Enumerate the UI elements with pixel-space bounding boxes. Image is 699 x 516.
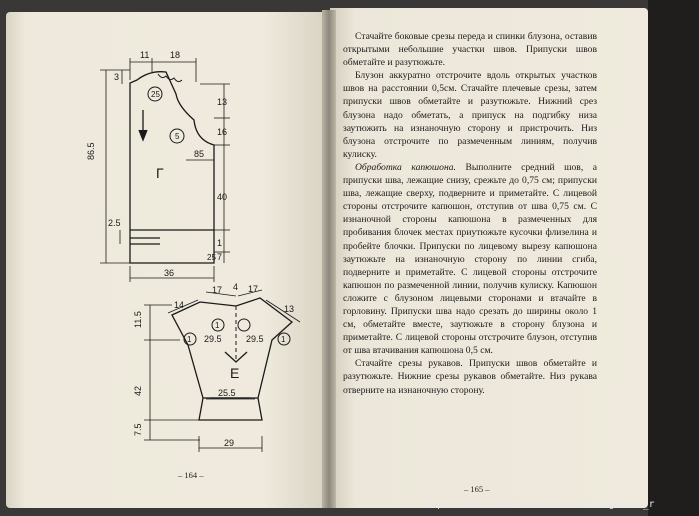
dim-label: 11 [140, 50, 150, 60]
dim-label: 85 [194, 149, 205, 159]
dim-label: 3 [114, 72, 120, 82]
dim-label: 17 [212, 285, 223, 295]
section-text: Выполните средний шов, а припуски шва, лежащие снизу, срежьте до 0,75 см; припуски шва, лежащие сверху, подверните и приметайте. С лицевой стороны отстрочите капюшон, отступив от шва 0,75 см. С изнаночной стороны капюшона в размеченных для пробивания блочек местах приутюжьте кусочки флизелина и пробейте блочки. Припуски по лицевому вырезу капюшона заутюжьте на изнаночную сторону по линии сгиба, подверните и приметайте. С лицевой стороны отстрочите капюшон по размеченной линии, получив кулиску. Капюшон сложите с блузоном лицевыми сторонами и втачайте в горловину. Припуски шва надо срезать до ширины около 1 см, обметайте вместе, заутюжьте в сторону блузона и приметайте. С лицевой стороны отстрочите блузон, отступив от шва втачивания капюшона 0,5 см. [343, 161, 597, 357]
dim-label: 1 [281, 335, 286, 344]
paragraph: Стачайте срезы рукавов. Припуски швов обметайте и разутюжьте. Нижние срезы рукавов обметайте. Низ рукава отверните на изнаночную сторону. [343, 358, 597, 396]
dim-label: 17 [248, 284, 259, 294]
figure-e-outline [172, 298, 295, 398]
dim-label: 4 [233, 282, 239, 292]
right-page-text [343, 30, 597, 397]
right-page-number: – 165 – [464, 484, 490, 494]
dim-label: 86.5 [86, 142, 96, 160]
watermark-url: http://www.liveinternet.ru/users/galina_r [420, 499, 655, 510]
dim-label: 11.5 [133, 311, 143, 328]
dim-label: 1 [217, 238, 223, 248]
dim-label: 5 [175, 132, 180, 141]
dim-label: 18 [170, 50, 181, 60]
dim-label: 29 [224, 438, 235, 448]
left-page-number: – 164 – [178, 470, 204, 480]
dim-label: 29.5 [204, 334, 222, 344]
dim-label: 40 [217, 192, 228, 202]
figure-g-letter: Г [156, 165, 164, 181]
dim-label: 25 [151, 90, 160, 99]
dim-label: 14 [174, 300, 185, 310]
dim-label: 2.5 [108, 218, 121, 228]
dim-label: 1 [215, 321, 220, 330]
dim-label: 13 [284, 304, 295, 314]
dim-label: 25 [207, 253, 216, 262]
paragraph: Блузон аккуратно отстрочите вдоль открытых участков швов на расстоянии 0,5см. Стачайте плечевые срезы, затем припуски швов обметайте и разутюжьте. Нижний срез блузона надо обметать, а припуск на подгибку низа заутюжить на изнаночную сторону и пристрочить. Низ блузона отстрочите по размеченным линиям, получив кулиску. [343, 70, 597, 160]
figure-g-outline [130, 72, 214, 263]
paragraph: Стачайте боковые срезы переда и спинки блузона, оставив открытыми небольшие участки швов. Припуски швов обметайте и разутюжьте. [343, 31, 597, 69]
dim-label: 7 [217, 252, 223, 262]
dim-label: 29.5 [246, 334, 264, 344]
dim-label: 42 [133, 385, 143, 396]
dim-label: 16 [217, 127, 228, 137]
dim-label: 7.5 [133, 423, 143, 436]
figure-e-letter: Е [230, 365, 240, 381]
background-edge [648, 0, 699, 516]
section-title: Обработка капюшона. [355, 161, 456, 173]
dim-label: 36 [164, 268, 175, 278]
pattern-diagrams [0, 0, 330, 500]
paragraph [343, 161, 597, 357]
dim-label: 1 [187, 335, 192, 344]
dim-label: 25.5 [218, 388, 236, 398]
dim-label: 13 [217, 97, 228, 107]
